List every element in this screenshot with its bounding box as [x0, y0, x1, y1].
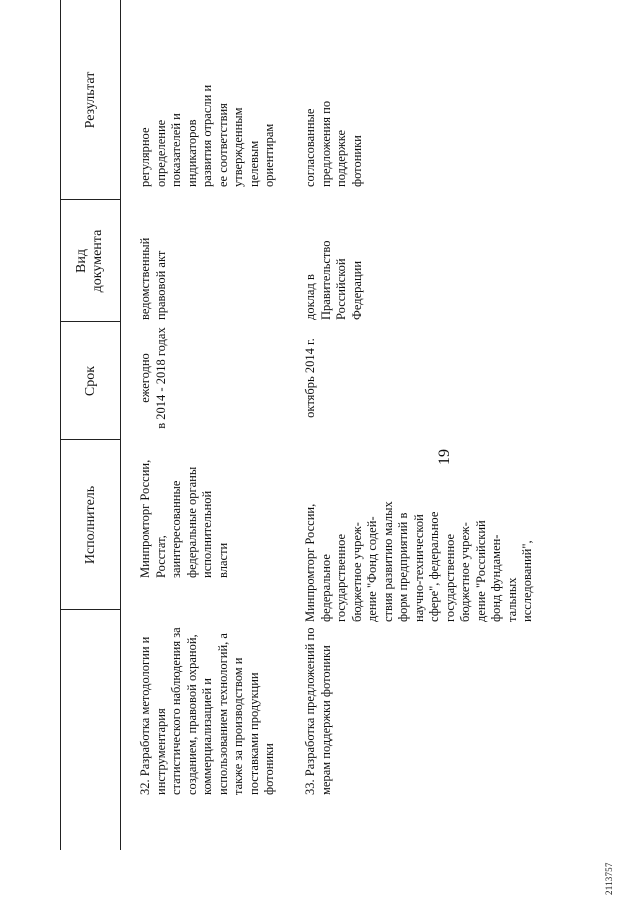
row-33-task: 33. Разработка предложений по мерам поддержки фотоники	[303, 627, 333, 795]
page-number: 19	[436, 449, 453, 465]
document-number: 2113757	[604, 862, 614, 895]
row-33-deadline: октябрь 2014 г.	[303, 338, 317, 418]
table-rule-header	[120, 0, 121, 850]
row-33-doc-type: доклад в Правительство Российской Федерации	[303, 240, 364, 320]
row-32-result: регулярное определение показателей и индикаторов развития отрасли и ее соответствия утвержденным целевым ориентирам	[138, 84, 276, 187]
header-result: Результат	[83, 71, 98, 129]
row-33-result: согласованные предложения по поддержке фотоники	[303, 100, 364, 187]
row-32-performer: Минпромторг России, Росстат, заинтересованные федеральные органы исполнительной власти	[138, 459, 230, 578]
row-32-deadline: ежегодно в 2014 - 2018 годах	[138, 327, 168, 429]
row-32-task: 32. Разработка методологии и инструментария статистического наблюдения за созданием, правовой охраной, коммерциализацией и использованием технологий, а также за производством и поставками продукции фотоники	[138, 627, 276, 795]
header-doc-type: Вид документа	[74, 229, 105, 293]
table-rule-top	[60, 0, 61, 850]
row-33-performer: Минпромторг России, федеральное государственное бюджетное учреж- дение "Фонд содей- ствия развитию малых форм предприятий в научно-технической сфере", федеральное государственное бюджетное учреж- дение "Российский фонд фундамен- тальных исследований",	[303, 501, 534, 622]
header-performer: Исполнитель	[83, 485, 98, 565]
row-32-doc-type: ведомственный правовой акт	[138, 237, 168, 320]
header-deadline: Срок	[83, 365, 98, 397]
